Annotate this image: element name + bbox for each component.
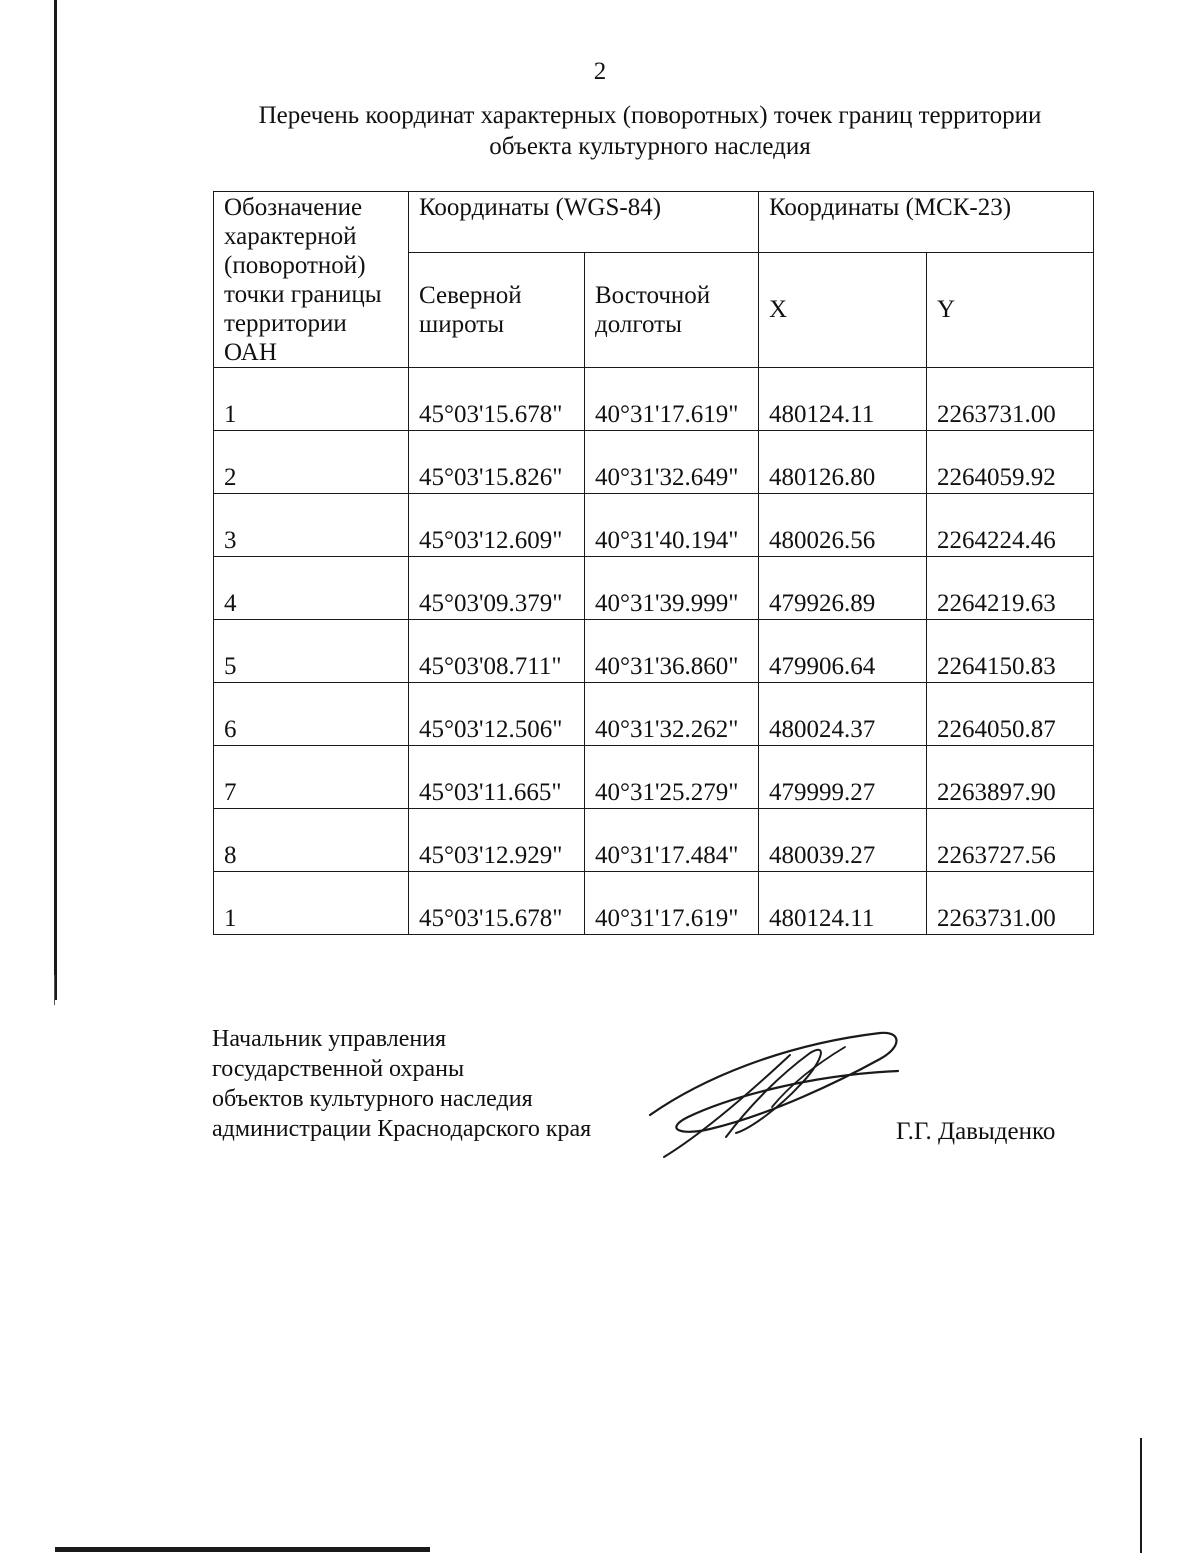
cell-point-value: 4 bbox=[224, 590, 237, 617]
table-row bbox=[214, 620, 1094, 683]
table-body bbox=[214, 368, 1094, 935]
cell-y-value: 2264150.83 bbox=[937, 653, 1056, 680]
position-line-1: Начальник управления bbox=[212, 1026, 447, 1052]
cell-lon bbox=[585, 431, 759, 494]
cell-lon bbox=[585, 620, 759, 683]
cell-point bbox=[214, 746, 409, 809]
header-north-latitude bbox=[409, 252, 585, 367]
cell-y bbox=[927, 431, 1094, 494]
header-msk-label: Координаты (МСК-23) bbox=[769, 194, 1012, 221]
header-y bbox=[927, 252, 1094, 367]
cell-lat bbox=[409, 620, 585, 683]
cell-lon-value: 40°31'17.619" bbox=[595, 401, 739, 428]
cell-x-value: 480039.27 bbox=[769, 842, 876, 869]
coordinates-table bbox=[213, 191, 1094, 935]
header-x bbox=[759, 252, 927, 367]
cell-lat bbox=[409, 557, 585, 620]
signer-position bbox=[212, 1024, 591, 1144]
table-row bbox=[214, 494, 1094, 557]
cell-x-value: 479999.27 bbox=[769, 779, 876, 806]
cell-y-value: 2264050.87 bbox=[937, 716, 1056, 743]
table-row bbox=[214, 557, 1094, 620]
document-title bbox=[150, 100, 1150, 162]
cell-point bbox=[214, 683, 409, 746]
position-line-4: администрации Краснодарского края bbox=[212, 1116, 592, 1142]
cell-x-value: 480026.56 bbox=[769, 527, 876, 554]
cell-y-value: 2264059.92 bbox=[937, 464, 1056, 491]
cell-point bbox=[214, 557, 409, 620]
cell-y bbox=[927, 872, 1094, 935]
cell-lat-value: 45°03'15.678" bbox=[419, 905, 563, 932]
cell-point-value: 2 bbox=[224, 464, 237, 491]
header-east-longitude-label: Восточной долготы bbox=[595, 281, 711, 338]
signature-icon bbox=[640, 1025, 910, 1160]
cell-y-value: 2263897.90 bbox=[937, 779, 1056, 806]
position-line-2: государственной охраны bbox=[212, 1056, 465, 1082]
cell-point-value: 8 bbox=[224, 842, 237, 869]
cell-lon bbox=[585, 494, 759, 557]
cell-y-value: 2264219.63 bbox=[937, 590, 1056, 617]
cell-x-value: 479906.64 bbox=[769, 653, 876, 680]
cell-point-value: 3 bbox=[224, 527, 237, 554]
header-point-designation-label: Обозначение характерной (поворотной) точки границы территории ОАН bbox=[224, 194, 382, 366]
scan-mark-left bbox=[54, 975, 55, 1005]
cell-lat bbox=[409, 683, 585, 746]
cell-y bbox=[927, 368, 1094, 431]
table-header-row bbox=[214, 192, 1094, 253]
cell-lon bbox=[585, 809, 759, 872]
cell-lat-value: 45°03'12.506" bbox=[419, 716, 563, 743]
scan-border-bottom bbox=[55, 1547, 430, 1552]
cell-x bbox=[759, 746, 927, 809]
cell-x bbox=[759, 557, 927, 620]
title-line-2: объекта культурного наследия bbox=[489, 133, 811, 160]
cell-x bbox=[759, 683, 927, 746]
cell-lat-value: 45°03'15.826" bbox=[419, 464, 563, 491]
cell-lat bbox=[409, 431, 585, 494]
cell-lon bbox=[585, 368, 759, 431]
scan-border-right bbox=[1140, 1438, 1142, 1553]
cell-y-value: 2263731.00 bbox=[937, 905, 1056, 932]
header-msk-group bbox=[759, 192, 1094, 253]
cell-y bbox=[927, 557, 1094, 620]
cell-lat-value: 45°03'12.929" bbox=[419, 842, 563, 869]
cell-point bbox=[214, 872, 409, 935]
cell-x bbox=[759, 494, 927, 557]
cell-x-value: 480126.80 bbox=[769, 464, 876, 491]
cell-lon-value: 40°31'17.484" bbox=[595, 842, 739, 869]
header-y-label: Y bbox=[937, 295, 956, 323]
cell-lon bbox=[585, 683, 759, 746]
cell-x-value: 480024.37 bbox=[769, 716, 876, 743]
cell-lon bbox=[585, 872, 759, 935]
cell-point-value: 7 bbox=[224, 779, 237, 806]
cell-point bbox=[214, 368, 409, 431]
cell-lat-value: 45°03'12.609" bbox=[419, 527, 563, 554]
cell-lat-value: 45°03'09.379" bbox=[419, 590, 563, 617]
cell-y-value: 2264224.46 bbox=[937, 527, 1056, 554]
table-row bbox=[214, 746, 1094, 809]
cell-lon-value: 40°31'40.194" bbox=[595, 527, 739, 554]
position-line-3: объектов культурного наследия bbox=[212, 1086, 533, 1112]
header-wgs-group bbox=[409, 192, 759, 253]
cell-y bbox=[927, 620, 1094, 683]
title-line-1: Перечень координат характерных (поворотных) точек границ территории bbox=[258, 102, 1042, 129]
cell-y bbox=[927, 683, 1094, 746]
cell-lon-value: 40°31'36.860" bbox=[595, 653, 739, 680]
cell-lon-value: 40°31'32.262" bbox=[595, 716, 739, 743]
table-row bbox=[214, 809, 1094, 872]
cell-x-value: 480124.11 bbox=[769, 905, 875, 932]
cell-point-value: 1 bbox=[224, 905, 237, 932]
cell-x bbox=[759, 431, 927, 494]
cell-lon bbox=[585, 557, 759, 620]
cell-lat bbox=[409, 368, 585, 431]
cell-lat bbox=[409, 746, 585, 809]
cell-lon-value: 40°31'39.999" bbox=[595, 590, 739, 617]
cell-x-value: 479926.89 bbox=[769, 590, 876, 617]
cell-lon bbox=[585, 746, 759, 809]
header-east-longitude bbox=[585, 252, 759, 367]
cell-lat-value: 45°03'11.665" bbox=[419, 779, 562, 806]
header-wgs-label: Координаты (WGS-84) bbox=[419, 194, 662, 221]
cell-y bbox=[927, 809, 1094, 872]
cell-x bbox=[759, 809, 927, 872]
page-number: 2 bbox=[593, 58, 607, 85]
cell-point bbox=[214, 494, 409, 557]
header-x-label: X bbox=[769, 295, 788, 323]
table-row bbox=[214, 872, 1094, 935]
cell-point bbox=[214, 809, 409, 872]
table-row bbox=[214, 683, 1094, 746]
cell-y-value: 2263731.00 bbox=[937, 401, 1056, 428]
signer-name: Г.Г. Давыденко bbox=[896, 1118, 1056, 1145]
cell-point bbox=[214, 431, 409, 494]
cell-point-value: 5 bbox=[224, 653, 237, 680]
cell-lat bbox=[409, 872, 585, 935]
cell-lat bbox=[409, 494, 585, 557]
cell-y bbox=[927, 746, 1094, 809]
cell-lon-value: 40°31'17.619" bbox=[595, 905, 739, 932]
cell-lat bbox=[409, 809, 585, 872]
cell-x bbox=[759, 620, 927, 683]
table-row bbox=[214, 368, 1094, 431]
cell-y bbox=[927, 494, 1094, 557]
cell-point bbox=[214, 620, 409, 683]
table-row bbox=[214, 431, 1094, 494]
cell-x bbox=[759, 368, 927, 431]
cell-x bbox=[759, 872, 927, 935]
cell-x-value: 480124.11 bbox=[769, 401, 875, 428]
header-point-designation bbox=[214, 192, 409, 368]
cell-lon-value: 40°31'32.649" bbox=[595, 464, 739, 491]
header-north-latitude-label: Северной широты bbox=[419, 281, 522, 338]
cell-lat-value: 45°03'08.711" bbox=[419, 653, 562, 680]
cell-lon-value: 40°31'25.279" bbox=[595, 779, 739, 806]
cell-y-value: 2263727.56 bbox=[937, 842, 1056, 869]
cell-lat-value: 45°03'15.678" bbox=[419, 401, 563, 428]
cell-point-value: 6 bbox=[224, 716, 237, 743]
cell-point-value: 1 bbox=[224, 401, 237, 428]
scan-border-left bbox=[54, 0, 57, 1000]
